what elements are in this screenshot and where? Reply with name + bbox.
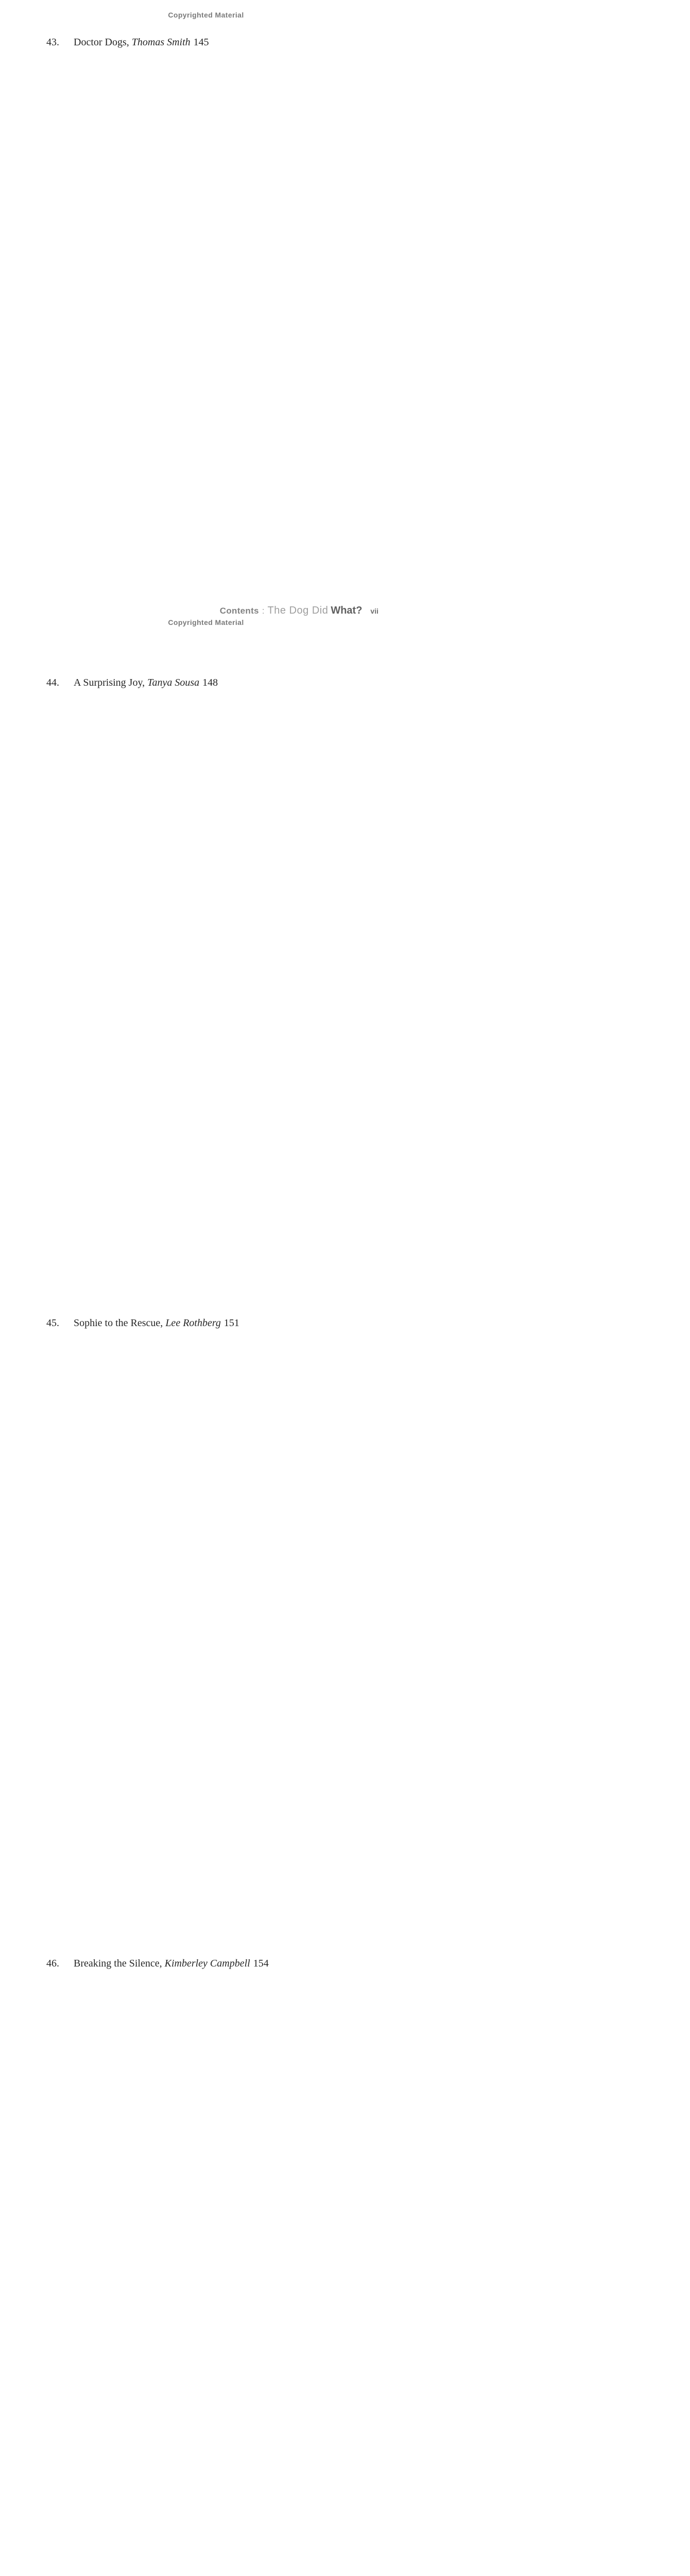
copyright-notice-bottom: Copyrighted Material	[168, 618, 244, 626]
footer-separator: :	[262, 606, 265, 616]
footer-page-number: vii	[370, 607, 378, 615]
entry-number: 44.	[46, 677, 59, 688]
entry-text	[74, 35, 191, 50]
footer-running-head	[220, 605, 378, 617]
entry-author: Lee Rothberg	[165, 1317, 221, 1329]
section-entries	[46, 35, 376, 2576]
entry-number: 43.	[46, 37, 59, 48]
toc-entry	[46, 35, 376, 675]
entry-page-number: 148	[202, 675, 614, 1315]
entry-title: Sophie to the Rescue,	[74, 1317, 163, 1329]
entry-text	[74, 1956, 250, 1972]
toc-entry	[46, 1956, 376, 2576]
toc	[0, 35, 412, 2576]
entry-text	[74, 675, 199, 691]
entry-author: Kimberley Campbell	[164, 1958, 250, 1969]
entry-text	[74, 1315, 221, 1331]
entry-author: Thomas Smith	[131, 37, 191, 48]
entry-number: 46.	[46, 1958, 59, 1969]
footer-contents-label: Contents	[219, 606, 259, 616]
entry-title: Breaking the Silence,	[74, 1958, 162, 1969]
entry-title: A Surprising Joy,	[74, 677, 145, 688]
toc-section	[46, 35, 376, 2576]
entry-page-number: 151	[224, 1315, 636, 1956]
entry-page-number: 154	[253, 1956, 665, 2576]
toc-entry	[46, 675, 376, 1315]
copyright-notice-top: Copyrighted Material	[168, 11, 244, 19]
toc-entry	[46, 1315, 376, 1956]
entry-author: Tanya Sousa	[147, 677, 200, 688]
entry-number: 45.	[46, 1317, 59, 1329]
footer-book-title: The Dog Did	[267, 605, 329, 616]
book-page	[0, 0, 412, 1969]
footer-book-title-emphasis: What?	[331, 605, 363, 616]
entry-title: Doctor Dogs,	[74, 37, 129, 48]
entry-page-number: 145	[194, 35, 606, 675]
